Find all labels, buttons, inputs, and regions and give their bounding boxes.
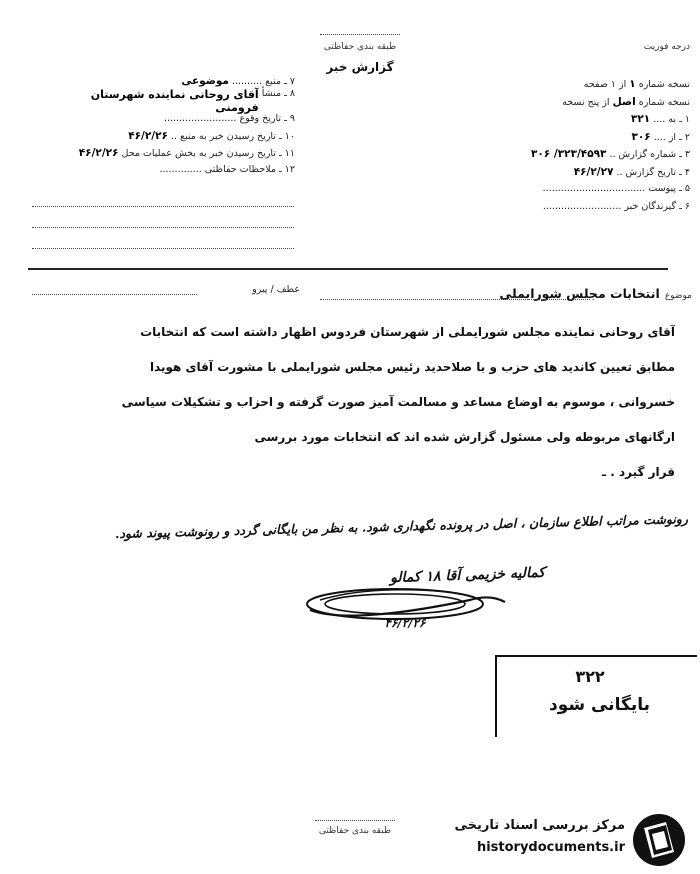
field-occurrence-date: ۹ ـ تاریخ وقوع ........................ [163, 113, 295, 124]
priority-label: درجه فوریت [643, 42, 690, 52]
body-line: خسروانی ، موسوم به اوضاع مساعد و مسالمت آمیز صورت گرفته و احزاب و تشکیلات سیاسی [121, 395, 675, 409]
field-to: ۱ ـ به .... ۳۲۱ [630, 113, 690, 125]
classification-dots-top [320, 34, 400, 35]
body-line: مطابق تعیین کاندید های حزب و با صلاحدید رئیس مجلس شورایملی با مشورت آقای هویدا [149, 360, 675, 374]
field-copy-count: نسخه شماره اصل از پنج نسخه [562, 95, 690, 108]
body-line: قرار گیرد . ـ [601, 465, 675, 479]
field-report-date: ۴ ـ تاریخ گزارش .. ۴۶/۲/۲۷ [573, 165, 690, 178]
reference-field: عطف / پیرو [252, 284, 300, 295]
handwritten-signature: کمالیه خزیمی آقا ۱۸ کمالو [389, 564, 546, 587]
left-fields [30, 75, 295, 181]
watermark-url: historydocuments.ir [476, 840, 625, 855]
field-report-number: ۳ ـ شماره گزارش .. ۳۲۳/۴۵۹۳/ ۳۰۶ [531, 148, 690, 160]
report-title: گزارش خبر [326, 60, 394, 74]
stamp-number: ۳۲۲ [575, 667, 605, 686]
blank-line [32, 248, 294, 249]
field-origin: ۸ ـ منشأ آقای روحانی نماینده شهرستان فرومنی [90, 88, 295, 114]
reference-dots [32, 294, 197, 295]
classification-top: طبقه بندی حفاظتی [323, 42, 397, 52]
watermark-title: مرکز بررسی اسناد تاریخی [454, 818, 625, 833]
field-security-notes: ۱۲ ـ ملاحظات حفاظتی .............. [159, 164, 295, 175]
header-divider [28, 268, 668, 270]
field-source: ۷ ـ منبع .......... موضوعی [181, 75, 295, 87]
subject-dots [320, 299, 590, 300]
classification-dots-bottom [315, 820, 395, 821]
field-attachment: ۵ ـ پیوست .................................. [542, 183, 690, 194]
field-date-to-ops: ۱۱ ـ تاریخ رسیدن خبر به بخش عملیات محل ۴۶/۲/۲۶ [78, 147, 295, 159]
blank-line [32, 227, 294, 228]
blank-line [32, 206, 294, 207]
classification-bottom: طبقه بندی حفاظتی [318, 826, 392, 836]
right-fields [430, 78, 690, 218]
field-from: ۲ ـ از .... ۳۰۶ [631, 130, 690, 143]
handwritten-note: رونوشت مراتب اطلاع سازمان ، اصل در پرونده نگهداری شود. به نظر من بایگانی گردد و رونوشت پیوند شود. [114, 511, 689, 542]
body-line: آقای روحانی نماینده مجلس شورایملی از شهرستان فردوس اظهار داشته است که انتخابات [140, 325, 675, 339]
report-body [40, 325, 675, 500]
signature-date: ۴۶/۲/۲۶ [384, 616, 426, 630]
subject-field: موضوع انتخابات مجلس شورایملی [499, 286, 692, 301]
stamp-text: بایگانی شود [548, 695, 650, 715]
field-copy-number: نسخه شماره ۱ از ۱ صفحه [583, 78, 690, 90]
field-date-to-source: ۱۰ ـ تاریخ رسیدن خبر به منبع .. ۴۶/۲/۲۶ [128, 130, 295, 142]
body-line: ارگانهای مربوطه ولی مسئول گزارش شده اند که انتخابات مورد بررسی [254, 430, 675, 444]
archive-logo-icon [630, 812, 688, 868]
field-recipients: ۶ ـ گیرندگان خبر .......................... [542, 200, 690, 212]
